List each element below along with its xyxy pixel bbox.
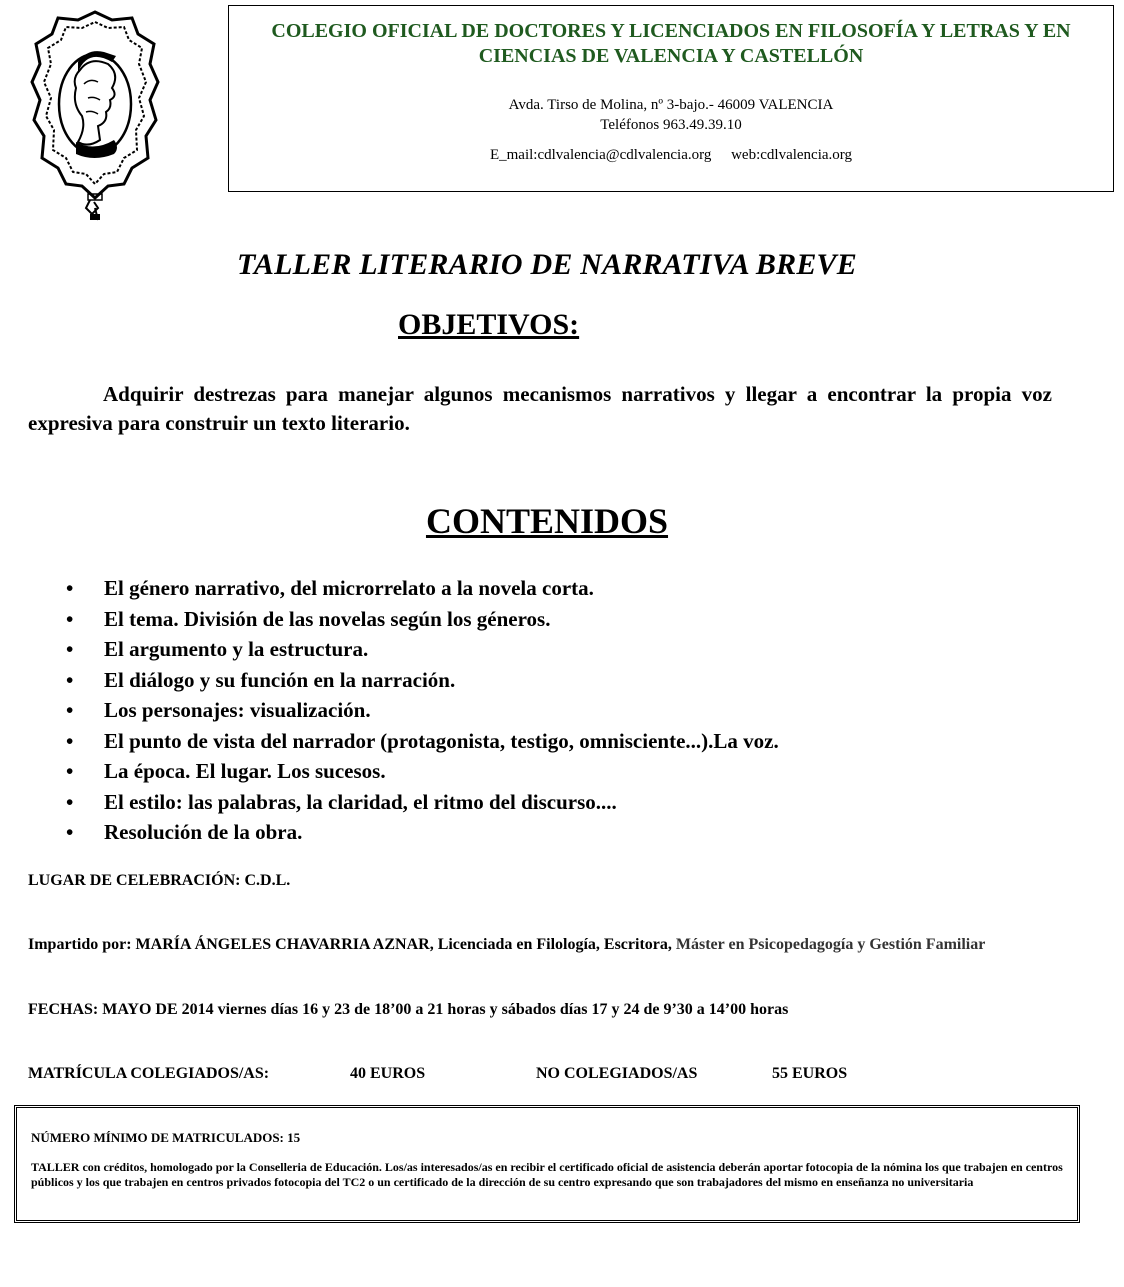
matricula-colegiados-price: 40 EUROS (350, 1065, 426, 1082)
objetivos-heading: OBJETIVOS: (398, 308, 580, 341)
institution-address: Avda. Tirso de Molina, nº 3-bajo.- 46009 VALENCIA (508, 97, 834, 113)
institution-seal-logo (28, 8, 162, 224)
institution-web: web:cdlvalencia.org (731, 147, 853, 163)
list-item: • El género narrativo, del microrrelato a la novela corta. (66, 573, 779, 604)
bullet-icon: • (66, 728, 74, 753)
bullet-icon: • (66, 820, 74, 844)
matricula-colegiados-label: MATRÍCULA COLEGIADOS/AS: (28, 1065, 270, 1082)
list-item: • Resolución de la obra. (66, 817, 779, 848)
bullet-icon: • (66, 667, 74, 692)
contenidos-list (66, 573, 779, 848)
objetivos-text: Adquirir destrezas para manejar algunos mecanismos narrativos y llegar a encontrar la propia voz expresiva para construir un texto literario. (28, 382, 1052, 435)
institution-name: COLEGIO OFICIAL DE DOCTORES Y LICENCIADOS EN FILOSOFÍA Y LETRAS Y EN CIENCIAS DE VALENCIA Y CASTELLÓN (271, 20, 1071, 67)
bullet-icon: • (66, 759, 74, 783)
bullet-icon: • (66, 789, 74, 814)
bullet-icon: • (66, 606, 74, 631)
header-box (228, 5, 1114, 192)
lugar-celebracion: LUGAR DE CELEBRACIÓN: C.D.L. (28, 872, 291, 889)
list-item: • El punto de vista del narrador (protagonista, testigo, omnisciente...).La voz. (66, 726, 779, 757)
list-item: • El argumento y la estructura. (66, 634, 779, 665)
institution-phone: Teléfonos 963.49.39.10 (600, 117, 742, 133)
list-item: • El diálogo y su función en la narración. (66, 665, 779, 696)
impartido-extra: Máster en Psicopedagogía y Gestión Familiar (675, 936, 986, 953)
contenidos-heading: CONTENIDOS (425, 501, 669, 541)
list-item: • Los personajes: visualización. (66, 695, 779, 726)
document-title: TALLER LITERARIO DE NARRATIVA BREVE (237, 248, 857, 281)
matricula-no-colegiados-price: 55 EUROS (772, 1065, 848, 1082)
matricula-no-colegiados-label: NO COLEGIADOS/AS (536, 1065, 698, 1082)
impartido-por (28, 934, 1038, 955)
fechas: FECHAS: MAYO DE 2014 viernes días 16 y 23 de 18’00 a 21 horas y sábados días 17 y 24 de 9’30 a 14’00 horas (28, 1001, 789, 1018)
notice-box (14, 1105, 1080, 1223)
list-item: • El estilo: las palabras, la claridad, el ritmo del discurso.... (66, 787, 779, 818)
institution-contact (229, 145, 1113, 165)
minimo-matriculados: NÚMERO MÍNIMO DE MATRICULADOS: 15 (31, 1130, 301, 1145)
institution-email: E_mail:cdlvalencia@cdlvalencia.org (489, 147, 712, 163)
impartido-main: Impartido por: MARÍA ÁNGELES CHAVARRIA AZNAR, Licenciada en Filología, Escritora, (28, 936, 676, 953)
list-item: • La época. El lugar. Los sucesos. (66, 756, 779, 787)
notice-text: TALLER con créditos, homologado por la Conselleria de Educación. Los/as interesados/as en recibir el certificado oficial de asistencia deberán aportar fotocopia de la nómina los que trabajen en centros públicos y los que trabajen en centros privados fotocopia del TC2 o un certificado de la dirección de su centro expresando que son trabajadores del mismo en enseñanza no universitaria (31, 1160, 1063, 1189)
list-item: • El tema. División de las novelas según los géneros. (66, 604, 779, 635)
bullet-icon: • (66, 637, 74, 661)
bullet-icon: • (66, 576, 74, 600)
bullet-icon: • (66, 698, 74, 722)
